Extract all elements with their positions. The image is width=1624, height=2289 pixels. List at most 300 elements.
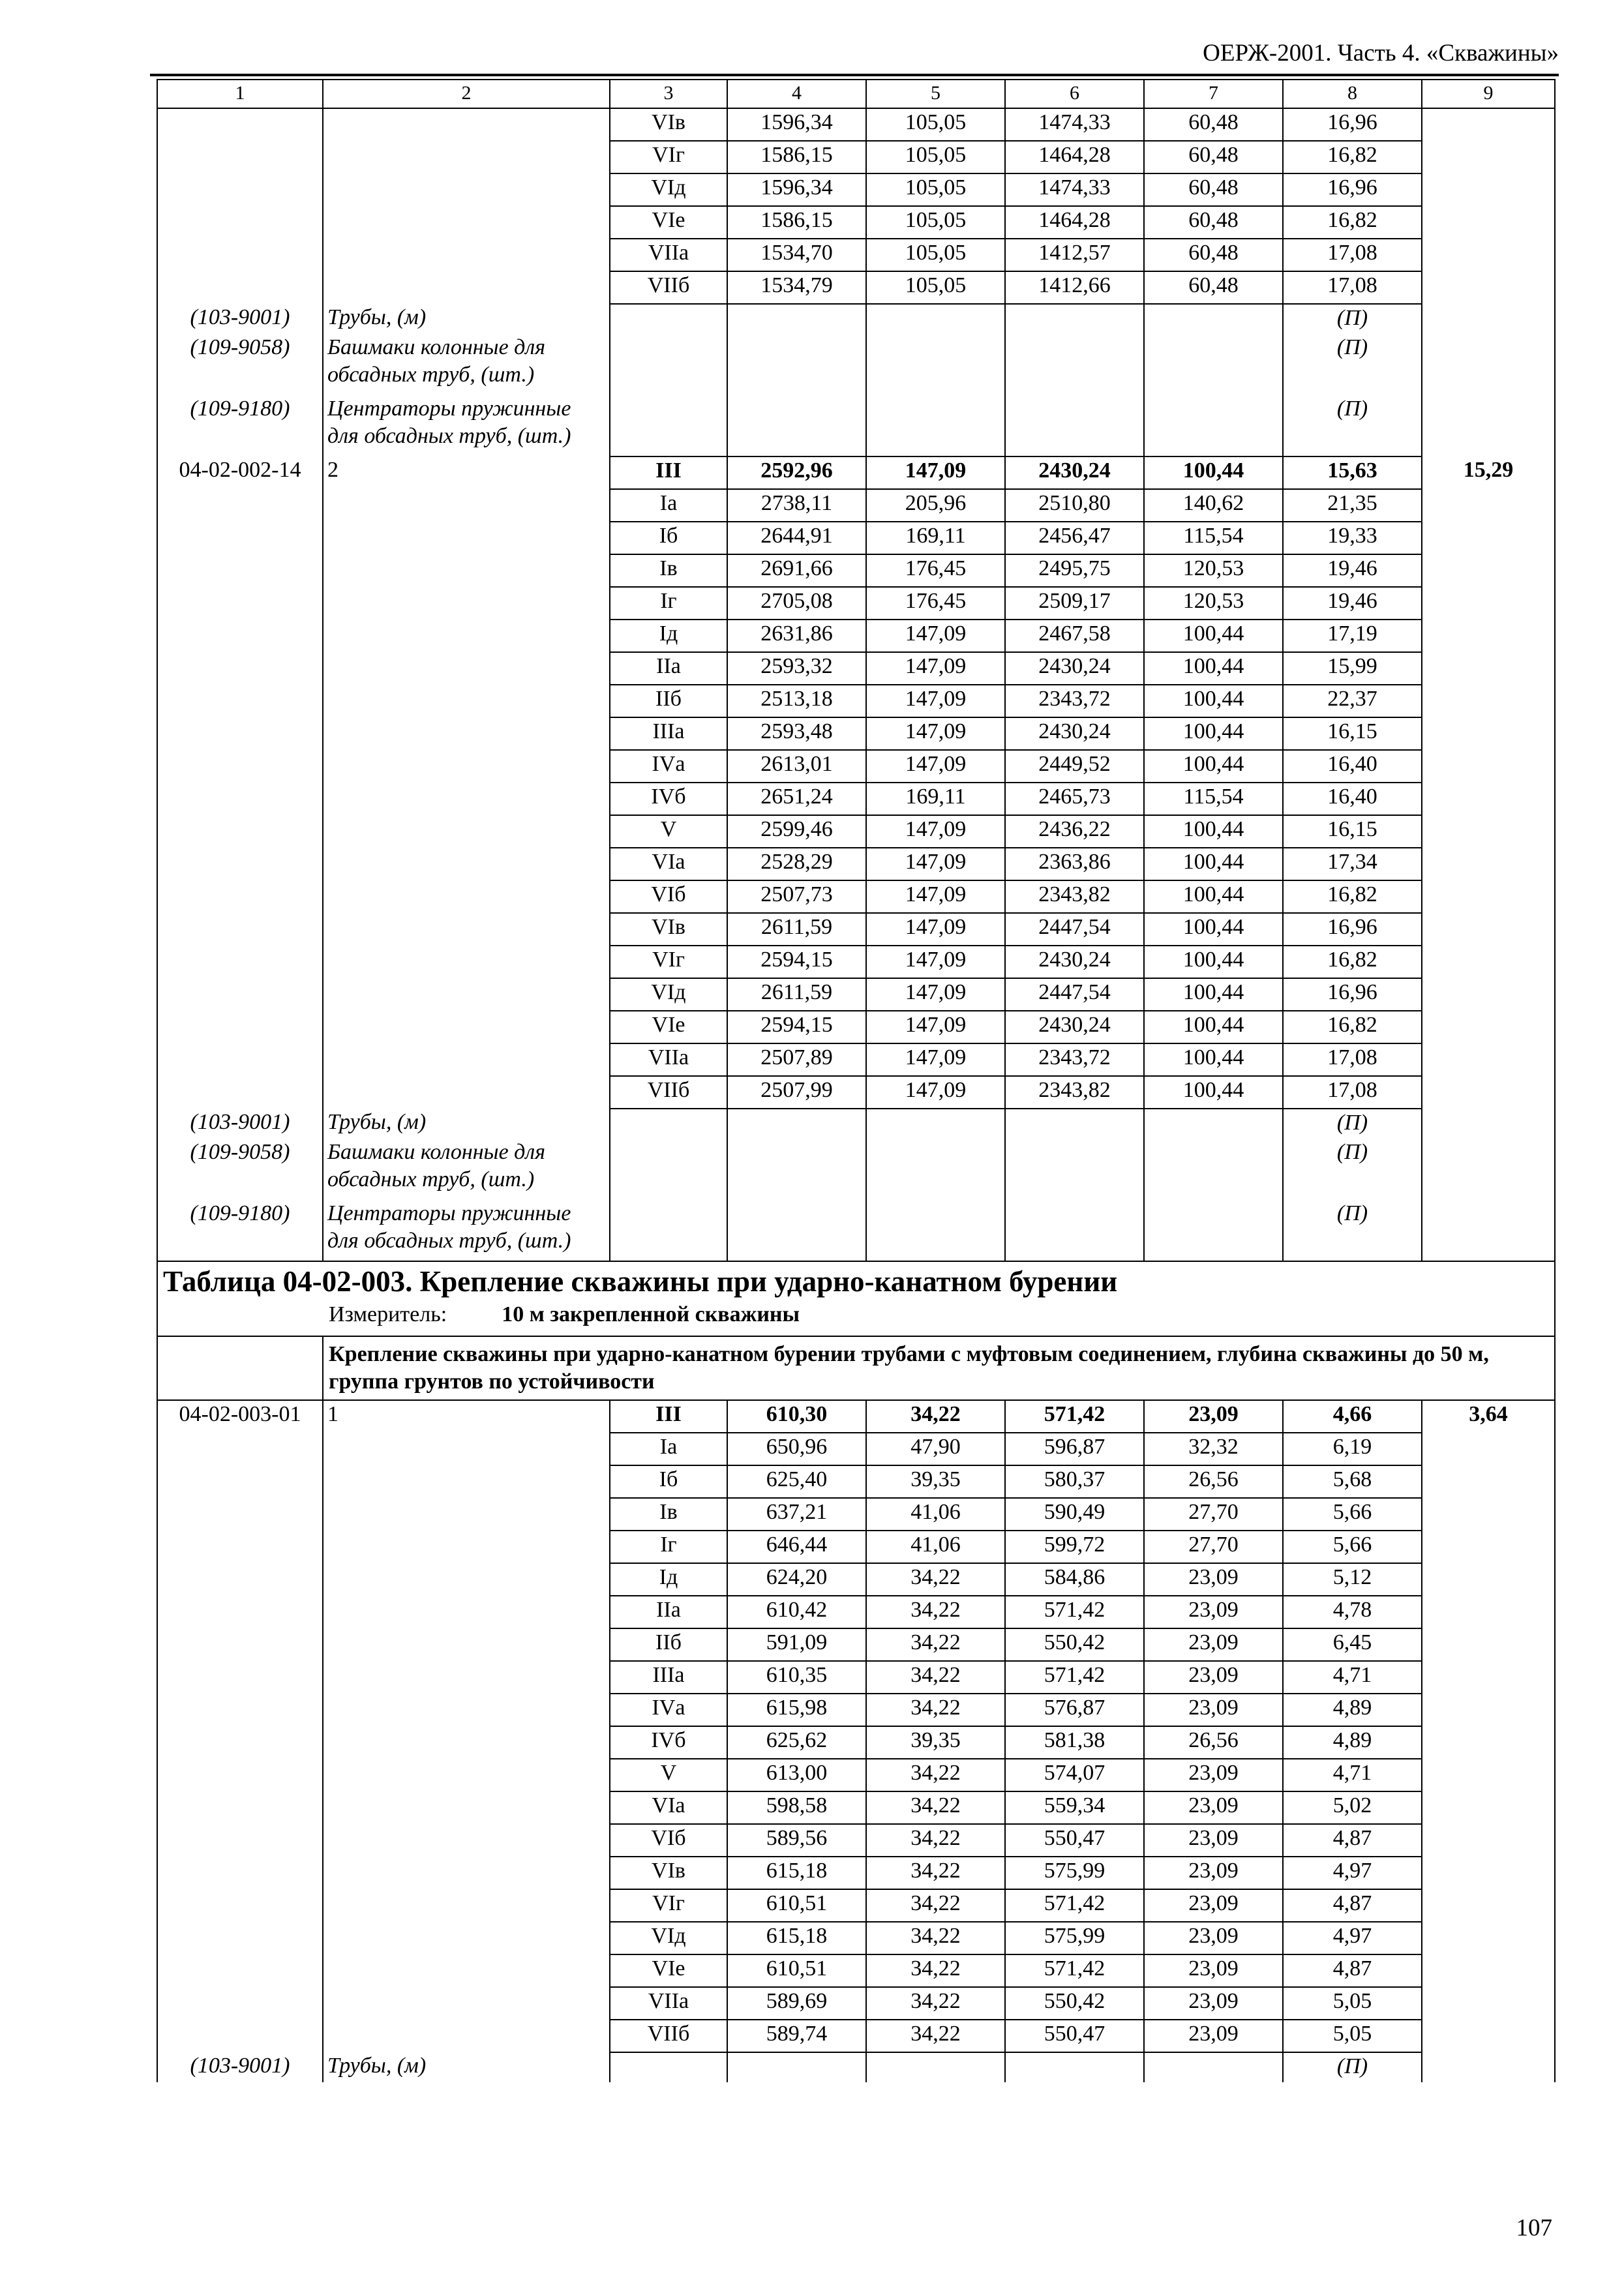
measure-label: Измеритель: <box>329 1302 447 1326</box>
soil-group-cell: VIIб <box>610 271 727 304</box>
name-cell <box>323 1889 610 1922</box>
code-cell <box>157 554 323 587</box>
name-cell <box>323 108 610 141</box>
value-cell: 559,34 <box>1005 1791 1144 1824</box>
value-cell: 625,62 <box>727 1726 866 1759</box>
section-description: Крепление скважины при ударно-канатном бурении трубами с муфтовым соединением, глубина скважины до 50 м, группа грунтов по устойчивости <box>323 1336 1555 1400</box>
value-cell: 115,54 <box>1144 522 1283 554</box>
soil-group-cell: VIIа <box>610 239 727 271</box>
empty-cell <box>610 304 727 334</box>
value-cell: 147,09 <box>866 880 1005 913</box>
resource-mark: (П) <box>1283 304 1422 334</box>
value-cell: 47,90 <box>866 1433 1005 1465</box>
value-cell: 575,99 <box>1005 1857 1144 1889</box>
name-cell <box>323 1759 610 1791</box>
value-cell: 115,54 <box>1144 783 1283 815</box>
table-row <box>157 1661 1555 1694</box>
table-row <box>157 620 1555 652</box>
table-row <box>157 1922 1555 1954</box>
soil-group-cell: Iд <box>610 620 727 652</box>
table-row <box>157 1400 1555 1433</box>
code-cell <box>157 1043 323 1076</box>
value-cell: 140,62 <box>1144 489 1283 522</box>
value-cell: 147,09 <box>866 652 1005 685</box>
value-cell: 22,37 <box>1283 685 1422 717</box>
value-cell: 2644,91 <box>727 522 866 554</box>
value-cell: 147,09 <box>866 1076 1005 1109</box>
code-cell <box>157 815 323 848</box>
col9-cell <box>1422 1889 1555 1922</box>
value-cell: 637,21 <box>727 1498 866 1531</box>
empty-cell <box>1144 1109 1283 1139</box>
value-cell: 1412,57 <box>1005 239 1144 271</box>
empty-cell <box>1144 395 1283 456</box>
value-cell: 147,09 <box>866 848 1005 880</box>
col9-cell <box>1422 913 1555 946</box>
name-cell <box>323 1563 610 1596</box>
code-cell <box>157 206 323 239</box>
value-cell: 100,44 <box>1144 1043 1283 1076</box>
value-cell: 34,22 <box>866 1694 1005 1726</box>
value-cell: 550,42 <box>1005 1628 1144 1661</box>
name-cell <box>323 206 610 239</box>
empty-cell <box>1144 304 1283 334</box>
table-row <box>157 1498 1555 1531</box>
name-cell <box>323 1694 610 1726</box>
value-cell: 6,45 <box>1283 1628 1422 1661</box>
code-cell <box>157 1076 323 1109</box>
name-cell <box>323 652 610 685</box>
value-cell: 2507,73 <box>727 880 866 913</box>
table-row <box>157 1465 1555 1498</box>
value-cell: 41,06 <box>866 1498 1005 1531</box>
value-cell: 169,11 <box>866 783 1005 815</box>
table-row <box>157 815 1555 848</box>
name-cell <box>323 522 610 554</box>
measure-row <box>157 1301 1555 1336</box>
empty-cell <box>1422 334 1555 395</box>
soil-group-cell: IIIа <box>610 717 727 750</box>
value-cell: 650,96 <box>727 1433 866 1465</box>
name-cell <box>323 783 610 815</box>
value-cell: 584,86 <box>1005 1563 1144 1596</box>
value-cell: 596,87 <box>1005 1433 1144 1465</box>
col9-cell <box>1422 1076 1555 1109</box>
value-cell: 34,22 <box>866 1596 1005 1628</box>
resource-name: Центраторы пружинные для обсадных труб, (шт.) <box>323 395 610 456</box>
soil-group-cell: VIб <box>610 880 727 913</box>
value-cell: 27,70 <box>1144 1531 1283 1563</box>
col9-cell <box>1422 1922 1555 1954</box>
name-cell <box>323 1465 610 1498</box>
code-cell <box>157 1465 323 1498</box>
col9-cell <box>1422 1596 1555 1628</box>
section-title-row <box>157 1261 1555 1301</box>
soil-group-cell: VIа <box>610 1791 727 1824</box>
name-cell <box>323 271 610 304</box>
resource-row <box>157 334 1555 395</box>
name-cell <box>323 913 610 946</box>
resource-code: (109-9180) <box>157 1200 323 1261</box>
col9-cell <box>1422 750 1555 783</box>
value-cell: 100,44 <box>1144 717 1283 750</box>
empty-cell <box>1422 395 1555 456</box>
value-cell: 4,97 <box>1283 1922 1422 1954</box>
value-cell: 646,44 <box>727 1531 866 1563</box>
value-cell: 17,19 <box>1283 620 1422 652</box>
value-cell: 120,53 <box>1144 587 1283 620</box>
col9-cell <box>1422 652 1555 685</box>
col9-cell <box>1422 587 1555 620</box>
col9-cell <box>1422 2020 1555 2052</box>
empty-cell <box>1005 1139 1144 1200</box>
empty-cell <box>1422 1200 1555 1261</box>
value-cell: 2594,15 <box>727 946 866 978</box>
table-row <box>157 1596 1555 1628</box>
empty-cell <box>1422 2052 1555 2082</box>
col9-cell <box>1422 489 1555 522</box>
soil-group-cell: VIе <box>610 206 727 239</box>
value-cell: 610,51 <box>727 1889 866 1922</box>
code-cell <box>157 522 323 554</box>
soil-group-cell: IVб <box>610 783 727 815</box>
code-cell <box>157 1726 323 1759</box>
value-cell: 176,45 <box>866 587 1005 620</box>
code-cell <box>157 1694 323 1726</box>
empty-cell <box>1144 1139 1283 1200</box>
resource-code: (103-9001) <box>157 304 323 334</box>
code-cell <box>157 685 323 717</box>
name-cell: 1 <box>323 1400 610 1433</box>
code-cell <box>157 1498 323 1531</box>
value-cell: 16,40 <box>1283 783 1422 815</box>
code-cell <box>157 1596 323 1628</box>
description-row <box>157 1336 1555 1400</box>
measure-cell <box>157 1301 1555 1336</box>
empty-cell <box>1005 1200 1144 1261</box>
empty-cell <box>727 334 866 395</box>
col9-cell <box>1422 173 1555 206</box>
value-cell: 100,44 <box>1144 913 1283 946</box>
empty-cell <box>1005 334 1144 395</box>
soil-group-cell: VIг <box>610 946 727 978</box>
name-cell <box>323 1076 610 1109</box>
value-cell: 615,18 <box>727 1857 866 1889</box>
value-cell: 23,09 <box>1144 1596 1283 1628</box>
value-cell: 1586,15 <box>727 141 866 173</box>
value-cell: 2467,58 <box>1005 620 1144 652</box>
code-cell <box>157 978 323 1011</box>
col9-cell <box>1422 848 1555 880</box>
resource-code: (109-9058) <box>157 1139 323 1200</box>
name-cell <box>323 978 610 1011</box>
value-cell: 16,96 <box>1283 108 1422 141</box>
table-row <box>157 239 1555 271</box>
table-row <box>157 848 1555 880</box>
value-cell: 17,08 <box>1283 239 1422 271</box>
value-cell: 4,87 <box>1283 1889 1422 1922</box>
name-cell <box>323 1043 610 1076</box>
value-cell: 2456,47 <box>1005 522 1144 554</box>
column-header-row <box>157 80 1555 108</box>
code-cell <box>157 239 323 271</box>
value-cell: 2513,18 <box>727 685 866 717</box>
value-cell: 23,09 <box>1144 1694 1283 1726</box>
value-cell: 624,20 <box>727 1563 866 1596</box>
value-cell: 2594,15 <box>727 1011 866 1043</box>
soil-group-cell: VIIа <box>610 1043 727 1076</box>
empty-cell <box>866 2052 1005 2082</box>
value-cell: 34,22 <box>866 1563 1005 1596</box>
value-cell: 2691,66 <box>727 554 866 587</box>
col9-cell <box>1422 1498 1555 1531</box>
resource-mark: (П) <box>1283 334 1422 395</box>
value-cell: 17,08 <box>1283 1076 1422 1109</box>
col9-cell <box>1422 522 1555 554</box>
value-cell: 4,89 <box>1283 1694 1422 1726</box>
col9-cell <box>1422 1824 1555 1857</box>
value-cell: 34,22 <box>866 1987 1005 2020</box>
value-cell: 2593,32 <box>727 652 866 685</box>
value-cell: 4,71 <box>1283 1661 1422 1694</box>
code-cell <box>157 1824 323 1857</box>
value-cell: 2510,80 <box>1005 489 1144 522</box>
value-cell: 613,00 <box>727 1759 866 1791</box>
table-row <box>157 522 1555 554</box>
code-cell <box>157 489 323 522</box>
value-cell: 41,06 <box>866 1531 1005 1563</box>
empty-cell <box>866 334 1005 395</box>
resource-mark: (П) <box>1283 1139 1422 1200</box>
value-cell: 5,02 <box>1283 1791 1422 1824</box>
table-row <box>157 1824 1555 1857</box>
soil-group-cell: IVб <box>610 1726 727 1759</box>
code-cell <box>157 1759 323 1791</box>
value-cell: 4,78 <box>1283 1596 1422 1628</box>
column-header: 8 <box>1283 80 1422 108</box>
value-cell: 599,72 <box>1005 1531 1144 1563</box>
soil-group-cell: IIа <box>610 1596 727 1628</box>
resource-name: Башмаки колонные для обсадных труб, (шт.) <box>323 334 610 395</box>
value-cell: 2465,73 <box>1005 783 1144 815</box>
value-cell: 5,05 <box>1283 1987 1422 2020</box>
table-row <box>157 978 1555 1011</box>
value-cell: 589,69 <box>727 1987 866 2020</box>
value-cell: 2611,59 <box>727 978 866 1011</box>
col9-cell <box>1422 946 1555 978</box>
column-header: 6 <box>1005 80 1144 108</box>
value-cell: 571,42 <box>1005 1400 1144 1433</box>
col9-cell <box>1422 108 1555 141</box>
value-cell: 571,42 <box>1005 1889 1144 1922</box>
column-header: 1 <box>157 80 323 108</box>
value-cell: 5,66 <box>1283 1531 1422 1563</box>
value-cell: 147,09 <box>866 946 1005 978</box>
empty-cell <box>1144 334 1283 395</box>
value-cell: 575,99 <box>1005 1922 1144 1954</box>
value-cell: 23,09 <box>1144 1661 1283 1694</box>
code-cell <box>157 173 323 206</box>
table-row <box>157 587 1555 620</box>
col9-cell <box>1422 1694 1555 1726</box>
empty-cell <box>1422 1139 1555 1200</box>
soil-group-cell: VIIб <box>610 2020 727 2052</box>
value-cell: 574,07 <box>1005 1759 1144 1791</box>
value-cell: 34,22 <box>866 1889 1005 1922</box>
value-cell: 625,40 <box>727 1465 866 1498</box>
value-cell: 16,82 <box>1283 880 1422 913</box>
code-cell <box>157 587 323 620</box>
value-cell: 147,09 <box>866 1011 1005 1043</box>
value-cell: 1464,28 <box>1005 206 1144 239</box>
name-cell <box>323 685 610 717</box>
value-cell: 23,09 <box>1144 1987 1283 2020</box>
name-cell <box>323 946 610 978</box>
value-cell: 2611,59 <box>727 913 866 946</box>
name-cell <box>323 1791 610 1824</box>
value-cell: 32,32 <box>1144 1433 1283 1465</box>
value-cell: 16,96 <box>1283 913 1422 946</box>
value-cell: 34,22 <box>866 1824 1005 1857</box>
value-cell: 23,09 <box>1144 1563 1283 1596</box>
col9-cell <box>1422 1661 1555 1694</box>
value-cell: 27,70 <box>1144 1498 1283 1531</box>
empty-cell <box>727 2052 866 2082</box>
value-cell: 60,48 <box>1144 206 1283 239</box>
col9-cell <box>1422 1011 1555 1043</box>
value-cell: 100,44 <box>1144 1076 1283 1109</box>
soil-group-cell: Iа <box>610 1433 727 1465</box>
empty-cell <box>610 1139 727 1200</box>
value-cell: 580,37 <box>1005 1465 1144 1498</box>
value-cell: 2430,24 <box>1005 717 1144 750</box>
col9-cell <box>1422 141 1555 173</box>
code-cell <box>157 783 323 815</box>
value-cell: 2343,72 <box>1005 685 1144 717</box>
value-cell: 26,56 <box>1144 1726 1283 1759</box>
value-cell: 147,09 <box>866 815 1005 848</box>
value-cell: 100,44 <box>1144 1011 1283 1043</box>
resource-name: Центраторы пружинные для обсадных труб, (шт.) <box>323 1200 610 1261</box>
value-cell: 550,42 <box>1005 1987 1144 2020</box>
empty-cell <box>1144 1200 1283 1261</box>
value-cell: 2528,29 <box>727 848 866 880</box>
value-cell: 2430,24 <box>1005 1011 1144 1043</box>
column-header: 4 <box>727 80 866 108</box>
value-cell: 2363,86 <box>1005 848 1144 880</box>
name-cell <box>323 1433 610 1465</box>
table-row <box>157 1628 1555 1661</box>
value-cell: 591,09 <box>727 1628 866 1661</box>
code-cell <box>157 750 323 783</box>
code-cell <box>157 1922 323 1954</box>
table-row <box>157 1954 1555 1987</box>
value-cell: 610,35 <box>727 1661 866 1694</box>
value-cell: 19,33 <box>1283 522 1422 554</box>
value-cell: 19,46 <box>1283 587 1422 620</box>
value-cell: 2599,46 <box>727 815 866 848</box>
value-cell: 21,35 <box>1283 489 1422 522</box>
resource-mark: (П) <box>1283 1109 1422 1139</box>
value-cell: 23,09 <box>1144 2020 1283 2052</box>
col9-cell <box>1422 1759 1555 1791</box>
col9-cell <box>1422 1531 1555 1563</box>
value-cell: 23,09 <box>1144 1824 1283 1857</box>
value-cell: 2430,24 <box>1005 456 1144 489</box>
soil-group-cell: Iд <box>610 1563 727 1596</box>
value-cell: 60,48 <box>1144 239 1283 271</box>
value-cell: 2507,99 <box>727 1076 866 1109</box>
empty-cell <box>727 1200 866 1261</box>
col9-cell <box>1422 717 1555 750</box>
value-cell: 2430,24 <box>1005 946 1144 978</box>
value-cell: 2343,72 <box>1005 1043 1144 1076</box>
page-number: 107 <box>1516 2215 1552 2241</box>
value-cell: 610,51 <box>727 1954 866 1987</box>
resource-code: (103-9001) <box>157 2052 323 2082</box>
resource-mark: (П) <box>1283 395 1422 456</box>
value-cell: 17,34 <box>1283 848 1422 880</box>
name-cell <box>323 587 610 620</box>
table-row <box>157 1726 1555 1759</box>
value-cell: 34,22 <box>866 1857 1005 1889</box>
value-cell: 60,48 <box>1144 173 1283 206</box>
value-cell: 2738,11 <box>727 489 866 522</box>
col9-cell <box>1422 815 1555 848</box>
section-title: Таблица 04-02-003. Крепление скважины при ударно-канатном бурении <box>157 1261 1555 1301</box>
value-cell: 610,30 <box>727 1400 866 1433</box>
value-cell: 17,08 <box>1283 1043 1422 1076</box>
resource-row <box>157 395 1555 456</box>
value-cell: 105,05 <box>866 108 1005 141</box>
value-cell: 34,22 <box>866 1759 1005 1791</box>
value-cell: 2430,24 <box>1005 652 1144 685</box>
value-cell: 147,09 <box>866 685 1005 717</box>
col9-cell <box>1422 1628 1555 1661</box>
name-cell <box>323 717 610 750</box>
value-cell: 598,58 <box>727 1791 866 1824</box>
table-row <box>157 1759 1555 1791</box>
value-cell: 39,35 <box>866 1726 1005 1759</box>
empty-cell <box>610 334 727 395</box>
empty-cell <box>1005 2052 1144 2082</box>
resource-name: Трубы, (м) <box>323 304 610 334</box>
value-cell: 6,19 <box>1283 1433 1422 1465</box>
value-cell: 34,22 <box>866 1791 1005 1824</box>
soil-group-cell: VIIб <box>610 1076 727 1109</box>
resource-row <box>157 2052 1555 2082</box>
name-cell <box>323 1987 610 2020</box>
resource-name: Трубы, (м) <box>323 1109 610 1139</box>
table-row <box>157 489 1555 522</box>
code-cell <box>157 1987 323 2020</box>
code-cell <box>157 1563 323 1596</box>
table-row <box>157 1531 1555 1563</box>
table-row <box>157 946 1555 978</box>
name-cell <box>323 750 610 783</box>
code-cell <box>157 1857 323 1889</box>
soil-group-cell: V <box>610 1759 727 1791</box>
table-row <box>157 652 1555 685</box>
value-cell: 1534,70 <box>727 239 866 271</box>
value-cell: 23,09 <box>1144 1628 1283 1661</box>
value-cell: 2449,52 <box>1005 750 1144 783</box>
col9-cell <box>1422 1954 1555 1987</box>
value-cell: 100,44 <box>1144 978 1283 1011</box>
value-cell: 2436,22 <box>1005 815 1144 848</box>
col9-cell <box>1422 783 1555 815</box>
resource-mark: (П) <box>1283 1200 1422 1261</box>
